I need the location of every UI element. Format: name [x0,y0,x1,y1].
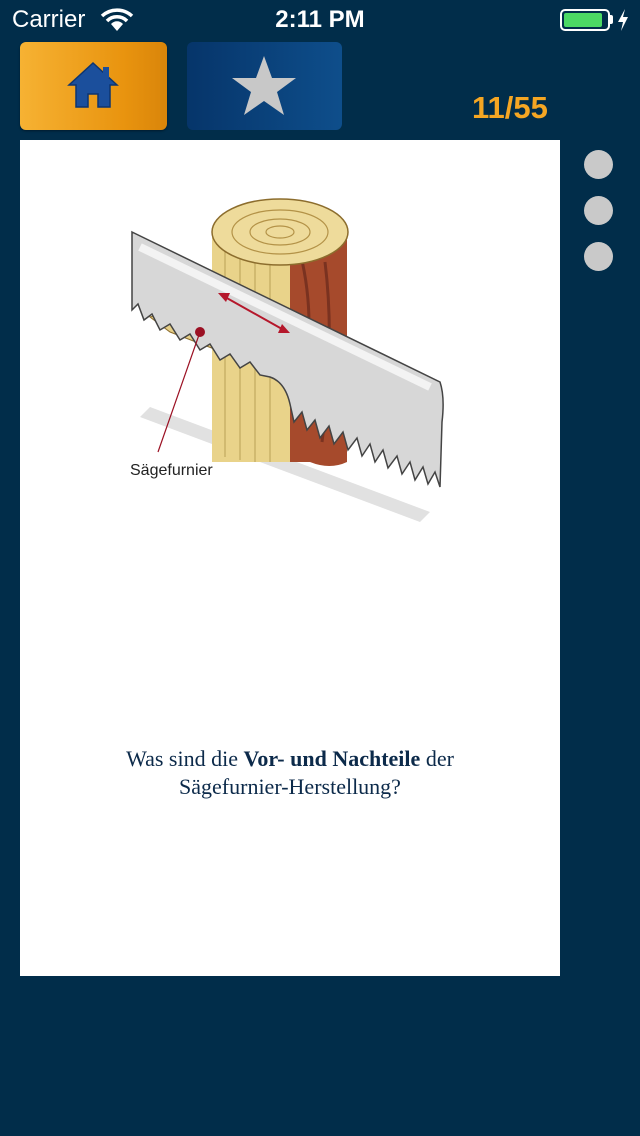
house-icon [67,61,119,109]
page-dot[interactable] [584,196,613,225]
illustration-label: Sägefurnier [130,462,213,479]
battery-icon [560,9,610,31]
page-dot[interactable] [584,150,613,179]
carrier-label: Carrier [12,6,86,33]
question-emphasis: Vor- und Nachteile [243,746,421,771]
charging-bolt-icon [617,9,629,31]
flashcard[interactable] [20,140,560,976]
home-button[interactable] [20,42,167,130]
question-text: Was sind die Vor- und Nachteile der Sägefurnier-Herstellung? [126,746,454,799]
saw-log-illustration [130,192,460,532]
star-icon [230,54,298,118]
page-dot[interactable] [584,242,613,271]
progress-counter: 11/55 [472,90,548,125]
favorite-button[interactable] [187,42,342,130]
status-bar [0,0,640,40]
page-indicator [584,150,614,288]
clock: 2:11 PM [275,6,365,33]
